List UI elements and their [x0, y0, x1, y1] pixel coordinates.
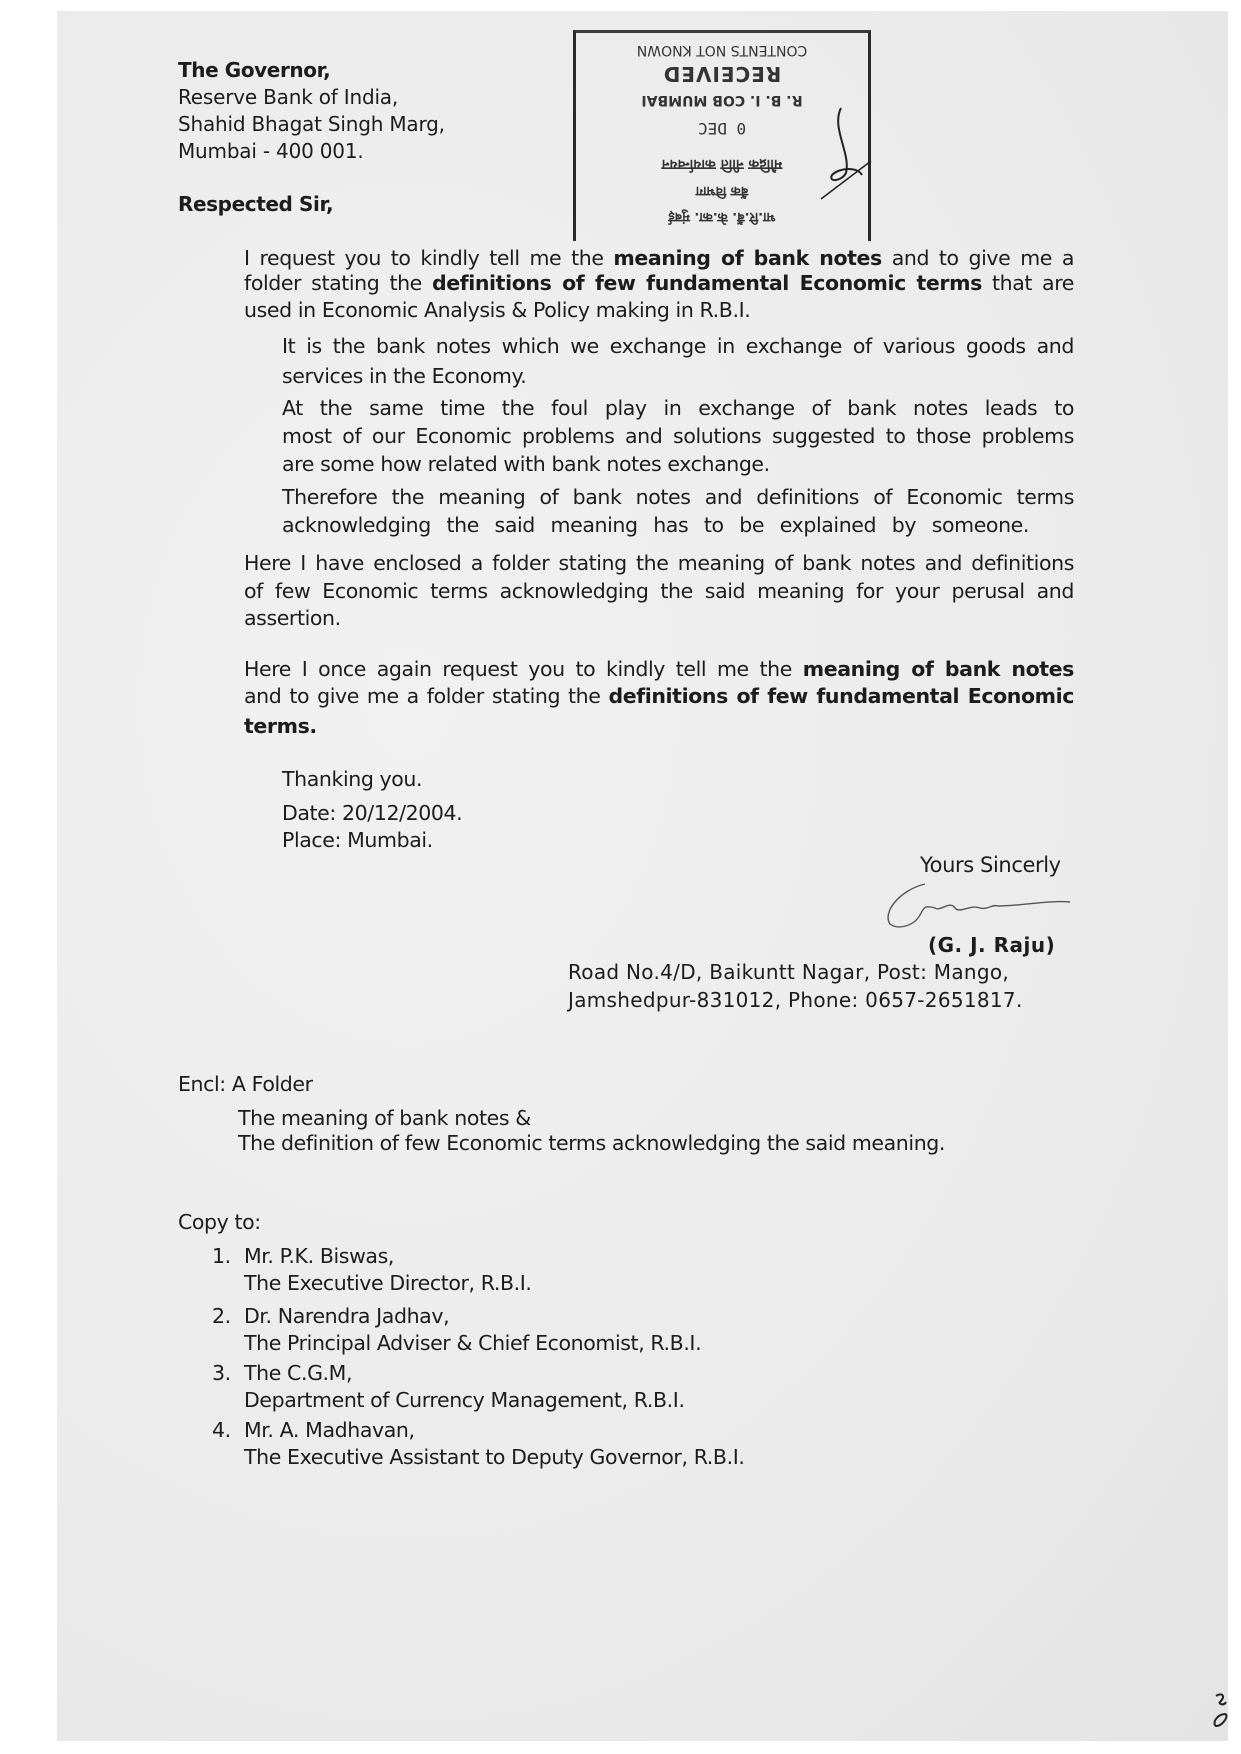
stamp-hindi-line: बैंक विभाग — [695, 183, 749, 198]
body-bold-segment: definitions of few fundamental Economic — [608, 684, 1074, 708]
handwritten-page-number-icon — [1210, 1690, 1230, 1730]
body-text-segment: that are — [981, 271, 1075, 295]
valediction: Yours Sincerly — [920, 853, 1061, 877]
body-text-segment: Here I once again request you to kindly tell me the — [244, 657, 803, 681]
copy-to-role: The Principal Adviser & Chief Economist, R.B.I. — [244, 1331, 702, 1355]
copy-to-role: The Executive Director, R.B.I. — [244, 1271, 532, 1295]
stamp-received: RECEIVED — [662, 62, 782, 86]
body-text-segment: and to give me a — [881, 246, 1074, 270]
enclosure-item: The definition of few Economic terms acknowledging the said meaning. — [238, 1131, 946, 1155]
body-line: are some how related with bank notes exchange. — [282, 452, 770, 476]
body-line: It is the bank notes which we exchange in exchange of various goods and — [282, 334, 1074, 358]
recipient-line: Reserve Bank of India, — [178, 85, 399, 109]
copy-to-number: 2. — [212, 1304, 231, 1328]
copy-to-name: Mr. A. Madhavan, — [244, 1418, 415, 1442]
page-number-handwritten — [1210, 1690, 1230, 1734]
copy-to-number: 4. — [212, 1418, 231, 1442]
body-line: Here I have enclosed a folder stating the meaning of bank notes and definitions — [244, 551, 1074, 575]
body-line — [244, 298, 750, 322]
closing-place: Place: Mumbai. — [282, 828, 433, 852]
stamp-office: R. B. I. COB MUMBAI — [641, 92, 803, 108]
body-bold-segment: meaning of bank notes — [802, 657, 1074, 681]
closing-date: Date: 20/12/2004. — [282, 801, 463, 825]
body-line: Therefore the meaning of bank notes and definitions of Economic terms — [282, 485, 1074, 509]
copy-to-number: 1. — [212, 1244, 231, 1268]
copy-to-label: Copy to: — [178, 1210, 261, 1234]
stamp-contents: CONTENTS NOT KNOWN — [636, 42, 808, 58]
signatory-address: Jamshedpur-831012, Phone: 0657-2651817. — [568, 988, 1023, 1012]
body-line: of few Economic terms acknowledging the said meaning for your perusal and — [244, 579, 1074, 603]
body-line — [244, 684, 1074, 708]
stamp-initials-icon — [816, 103, 876, 203]
body-line — [244, 246, 1074, 270]
body-bold-segment: definitions of few fundamental Economic terms — [431, 271, 982, 295]
body-text-segment: folder stating the — [244, 271, 432, 295]
stamp-date: 0 DEC — [697, 119, 747, 138]
copy-to-role: Department of Currency Management, R.B.I. — [244, 1388, 685, 1412]
received-stamp — [573, 30, 871, 241]
copy-to-role: The Executive Assistant to Deputy Governor, R.B.I. — [244, 1445, 745, 1469]
body-line: At the same time the foul play in exchange of bank notes leads to — [282, 396, 1074, 420]
body-line: services in the Economy. — [282, 364, 527, 388]
body-text-segment: and to give me a folder stating the — [244, 684, 609, 708]
copy-to-name: Dr. Narendra Jadhav, — [244, 1304, 450, 1328]
body-line: acknowledging the said meaning has to be explained by someone. — [282, 513, 1029, 537]
copy-to-name: Mr. P.K. Biswas, — [244, 1244, 394, 1268]
body-text-segment: used in Economic Analysis & Policy making in R.B.I. — [244, 298, 751, 322]
copy-to-number: 3. — [212, 1361, 231, 1385]
enclosure-item: The meaning of bank notes & — [238, 1106, 531, 1130]
enclosure-label: Encl: A Folder — [178, 1072, 313, 1096]
body-line — [244, 714, 317, 738]
body-bold-segment: meaning of bank notes — [613, 246, 882, 270]
recipient-line: Shahid Bhagat Singh Marg, — [178, 112, 445, 136]
stamp-hindi-line: मौद्रिक नीति कार्यान्वयन — [661, 156, 783, 172]
body-text-segment: I request you to kindly tell me the — [244, 246, 614, 270]
body-line — [244, 657, 1074, 681]
body-line: assertion. — [244, 606, 341, 630]
closing-thanks: Thanking you. — [282, 767, 423, 791]
body-bold-segment: terms. — [244, 714, 317, 738]
salutation: Respected Sir, — [178, 192, 334, 216]
handwritten-signature-icon — [880, 880, 1080, 932]
copy-to-name: The C.G.M, — [244, 1361, 353, 1385]
recipient-title: The Governor, — [178, 58, 331, 82]
body-line: most of our Economic problems and solutions suggested to those problems — [282, 424, 1074, 448]
signatory-address: Road No.4/D, Baikuntt Nagar, Post: Mango, — [568, 960, 1010, 984]
stamp-hindi-line: भा.रि.बैं. के.का. मुंबई — [668, 209, 776, 224]
recipient-line: Mumbai - 400 001. — [178, 139, 364, 163]
signatory-name: (G. J. Raju) — [928, 933, 1056, 957]
body-line — [244, 271, 1074, 295]
